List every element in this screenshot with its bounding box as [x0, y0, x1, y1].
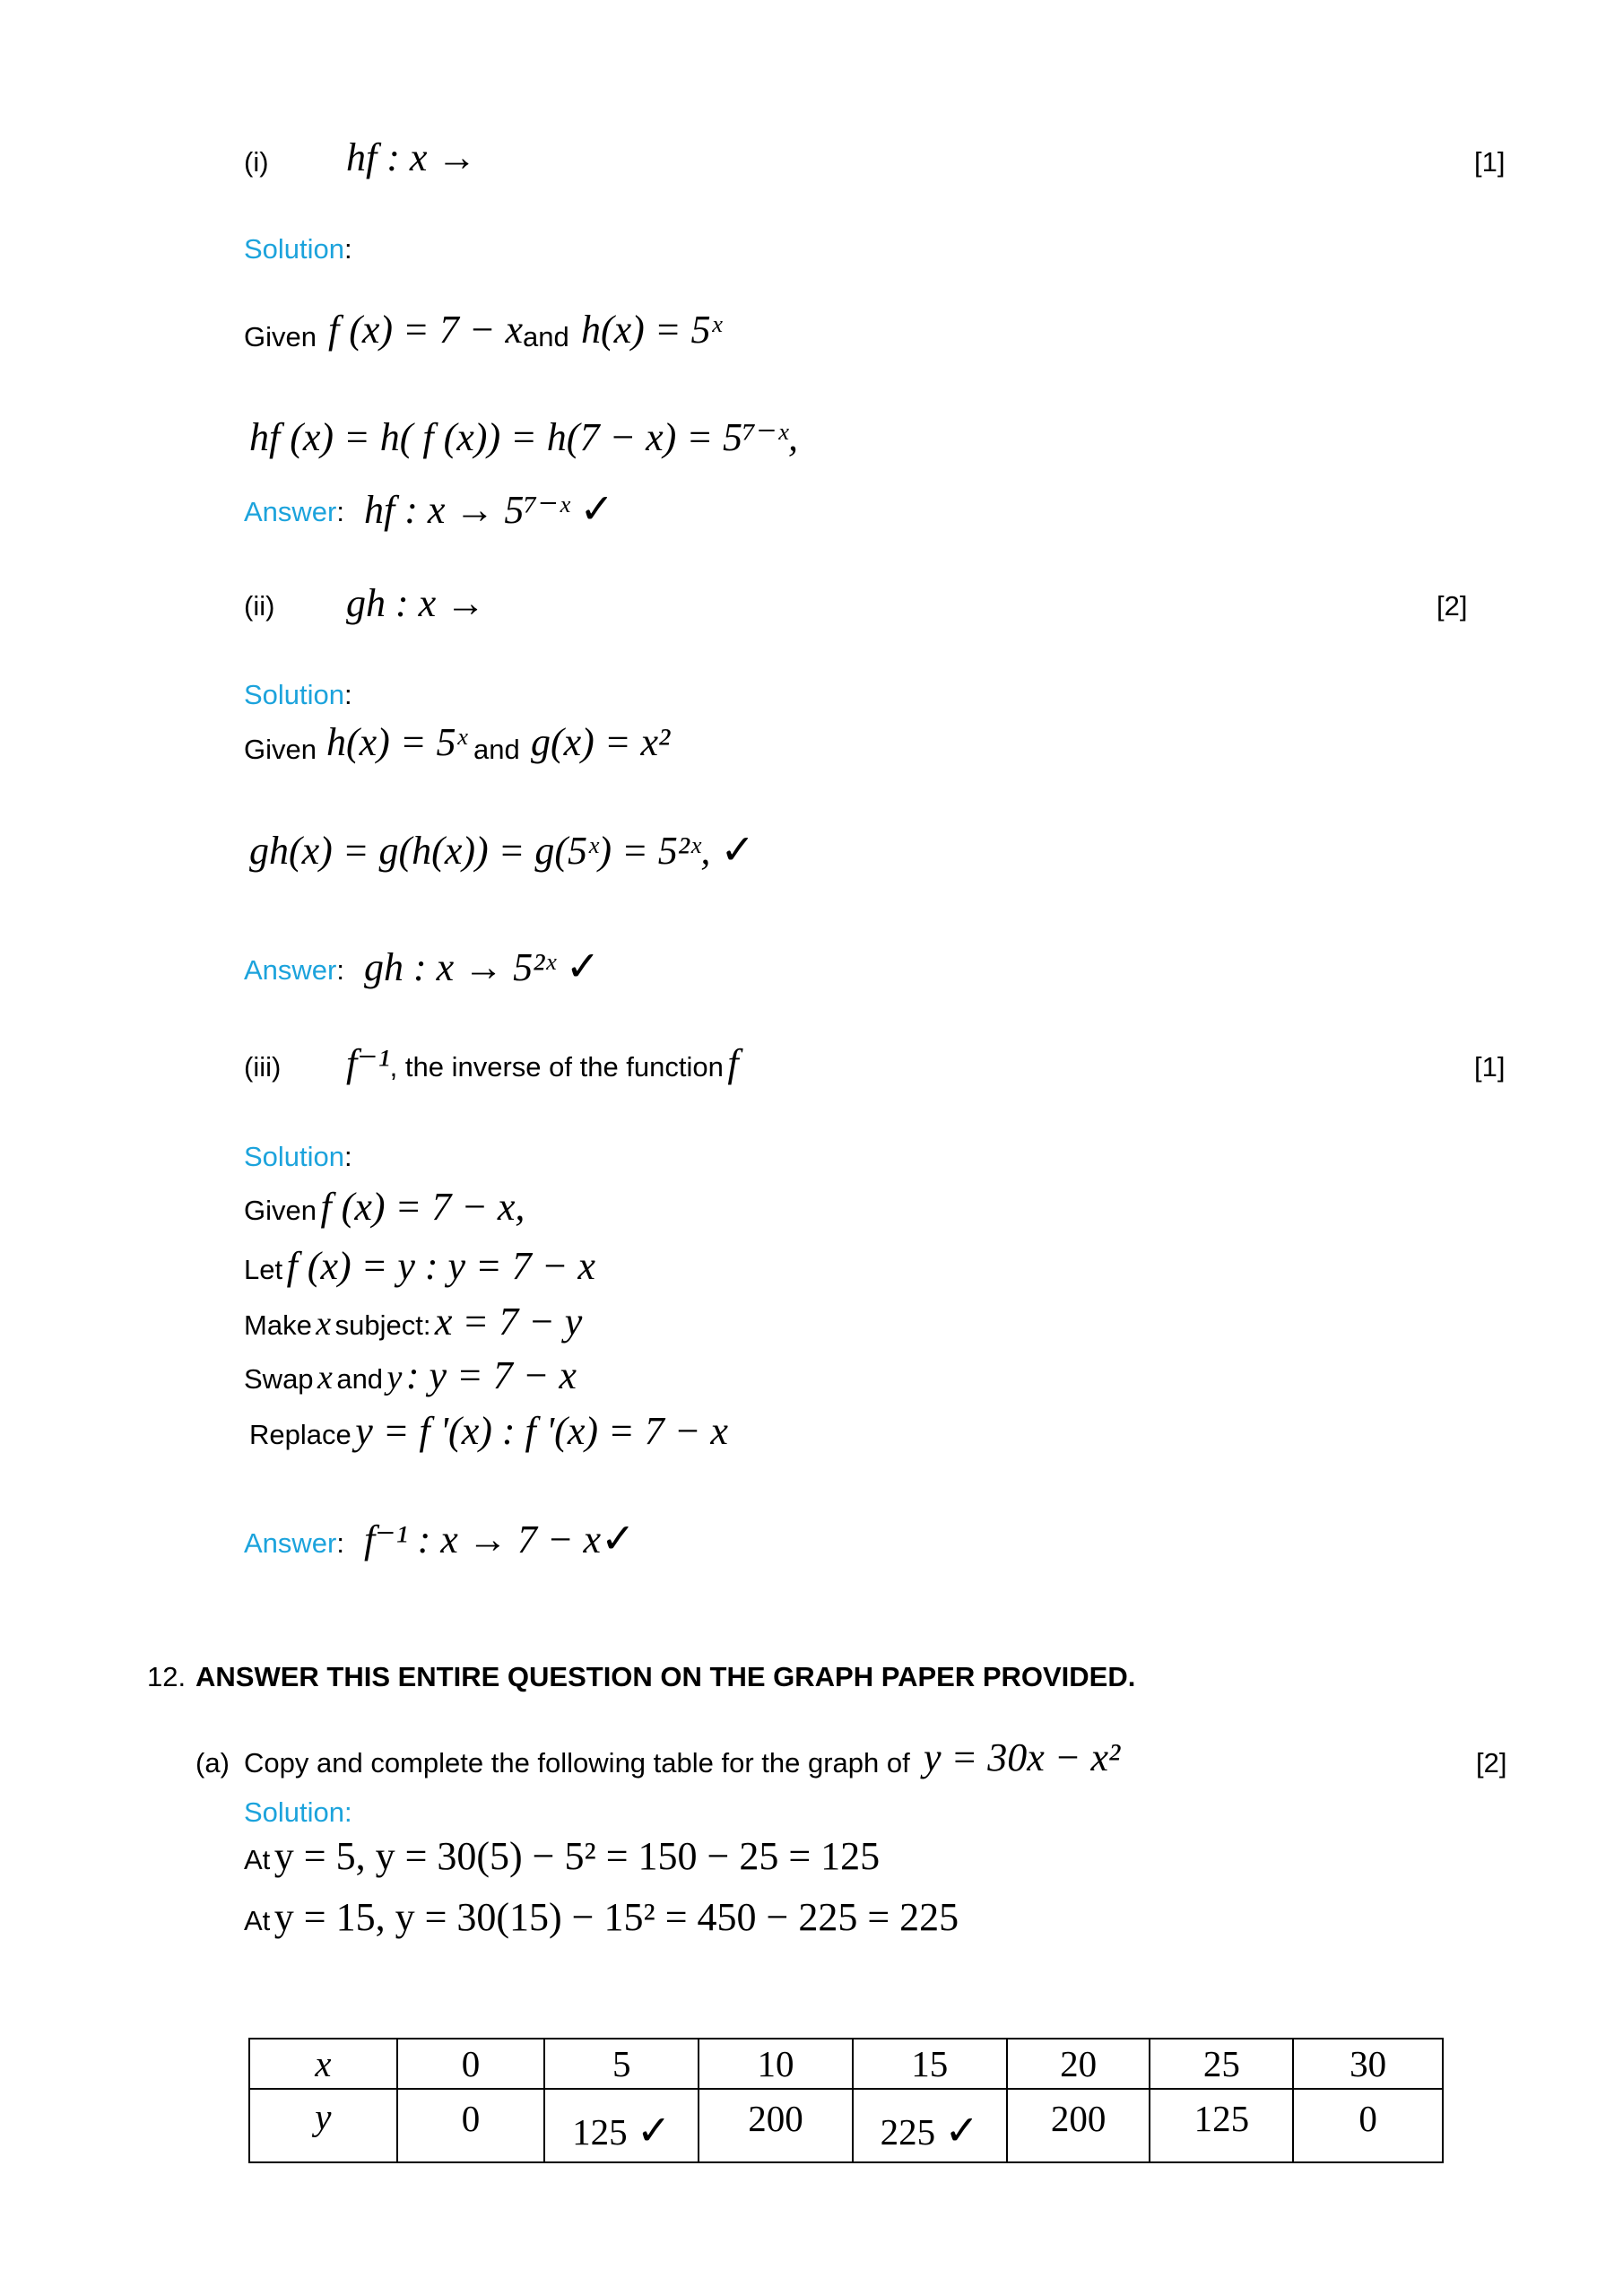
- check-icon: ✓: [944, 2106, 979, 2154]
- part-i-and: and: [523, 321, 569, 352]
- part-iii-step-make-subject: Make x subject: x = 7 − y: [244, 1300, 583, 1344]
- table-cell: 30: [1293, 2039, 1443, 2089]
- q12-number: 12.: [147, 1661, 187, 1692]
- q12-heading: ANSWER THIS ENTIRE QUESTION ON THE GRAPH PAPER PROVIDED.: [195, 1661, 1136, 1692]
- part-ii-working: gh(x) = g(h(x)) = g(5ˣ) = 5²ˣ, ✓: [249, 825, 755, 874]
- part-iii-question: f⁻¹, the inverse of the function f: [346, 1041, 739, 1085]
- q12a-equation: y = 30x − x²: [924, 1735, 1121, 1779]
- part-i-given-f: f (x) = 7 − x: [328, 308, 523, 352]
- part-ii-answer: gh : x → 5²ˣ ✓: [364, 942, 601, 990]
- table-cell: 0: [1293, 2089, 1443, 2162]
- q12a-marks: [2]: [1476, 1747, 1507, 1779]
- q12a-working-line-2: At y = 15, y = 30(15) − 15² = 450 − 225 = 225: [244, 1895, 959, 1939]
- part-i-working: hf (x) = h( f (x)) = h(7 − x) = 5⁷⁻ˣ,: [249, 415, 798, 459]
- part-iii-answer: f⁻¹ : x → 7 − x✓: [364, 1514, 636, 1562]
- q12a-solution-heading: Solution:: [244, 1796, 352, 1828]
- part-iii-step-replace: Replace y = f '(x) : f '(x) = 7 − x: [249, 1409, 728, 1453]
- table-cell: 20: [1007, 2039, 1150, 2089]
- table-header-x: x: [249, 2039, 397, 2089]
- check-icon: ✓: [636, 2106, 672, 2154]
- table-cell: 25: [1150, 2039, 1293, 2089]
- table-cell: 200: [1007, 2089, 1150, 2162]
- table-row-y: [249, 2089, 1443, 2162]
- q12a-text: Copy and complete the following table for the graph of: [244, 1747, 910, 1779]
- check-icon: ✓: [579, 484, 614, 533]
- part-i-question: hf : x →: [346, 135, 477, 179]
- part-iii-answer-heading: Answer:: [244, 1527, 344, 1559]
- part-ii-given-g: g(x) = x²: [531, 720, 671, 764]
- part-ii-solution-heading: Solution:: [244, 679, 352, 710]
- q12a-working-line-1: At y = 5, y = 30(5) − 5² = 150 − 25 = 125: [244, 1834, 881, 1878]
- table-cell: 15: [853, 2039, 1007, 2089]
- part-i-number: (i): [244, 146, 269, 178]
- table-cell: 125: [1150, 2089, 1293, 2162]
- table-cell-filled: 225 ✓: [853, 2089, 1007, 2162]
- q12a-label: (a): [195, 1747, 230, 1779]
- part-i-solution-heading: Solution:: [244, 233, 352, 265]
- part-iii-step-swap: Swap x and y : y = 7 − x: [244, 1353, 577, 1397]
- part-i-answer-heading: Answer:: [244, 496, 344, 527]
- table-cell: 200: [699, 2089, 853, 2162]
- part-ii-answer-heading: Answer:: [244, 954, 344, 986]
- part-ii-given-h: h(x) = 5ˣ: [326, 720, 467, 764]
- part-i-answer: hf : x → 5⁷⁻ˣ ✓: [364, 484, 614, 533]
- table-cell-filled: 125 ✓: [544, 2089, 699, 2162]
- table-cell: 10: [699, 2039, 853, 2089]
- part-ii-question: gh : x →: [346, 581, 486, 625]
- check-icon: ✓: [565, 942, 601, 990]
- check-icon: ✓: [720, 825, 755, 874]
- table-cell: 5: [544, 2039, 699, 2089]
- part-ii-number: (ii): [244, 590, 275, 622]
- part-iii-marks: [1]: [1474, 1051, 1506, 1083]
- table-header-y: y: [249, 2089, 397, 2162]
- table-cell: 0: [397, 2039, 545, 2089]
- part-ii-and: and: [473, 734, 520, 765]
- part-i-marks: [1]: [1474, 146, 1506, 178]
- part-iii-step-given: Given f (x) = 7 − x,: [244, 1185, 525, 1229]
- table-row-x: [249, 2039, 1443, 2089]
- part-iii-solution-heading: Solution:: [244, 1141, 352, 1172]
- part-i-given-label: Given: [244, 321, 317, 352]
- part-ii-marks: [2]: [1436, 590, 1468, 622]
- part-iii-step-let: Let f (x) = y : y = 7 − x: [244, 1244, 595, 1288]
- table-cell: 0: [397, 2089, 545, 2162]
- part-iii-number: (iii): [244, 1051, 282, 1083]
- values-table: [248, 2038, 1444, 2163]
- part-i-given-h: h(x) = 5ˣ: [581, 308, 722, 352]
- part-ii-given-label: Given: [244, 734, 317, 765]
- check-icon: ✓: [601, 1514, 636, 1562]
